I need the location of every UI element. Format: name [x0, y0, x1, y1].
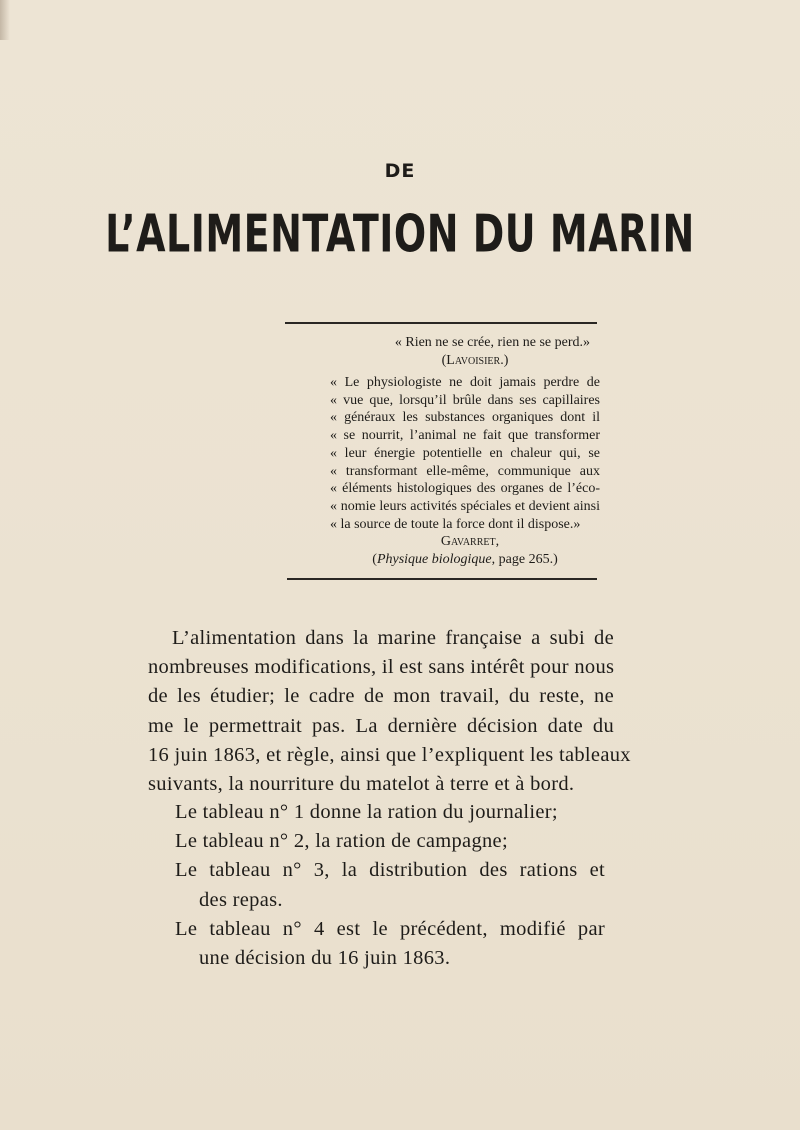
list-item-continuation: des repas. [199, 888, 283, 911]
list-item-text: Le tableau n° 2, la ration de campagne; [175, 830, 508, 853]
paragraph-line: nombreuses modifications, il est sans intérêt pour nous [148, 656, 615, 679]
page-edge-shadow [0, 0, 10, 40]
epigraph-line: « transformant elle-même, communique aux [330, 463, 600, 479]
paragraph-line: suivants, la nourriture du matelot à terre et à bord. [148, 773, 575, 796]
epigraph-source [330, 551, 600, 569]
body-paragraph [148, 624, 631, 799]
epigraph-line: « nomie leurs activités spéciales et devient ainsi [330, 498, 600, 514]
list-item [175, 798, 605, 827]
list-item [175, 827, 605, 856]
epigraph-attribution: (Lavoisier.) [441, 352, 509, 368]
table-list [175, 798, 605, 973]
epigraph-line: « généraux les substances organiques dont il [330, 410, 600, 426]
source-open: ( [372, 552, 377, 568]
paragraph-line: me le permettrait pas. La dernière décision date du [148, 714, 614, 737]
list-item-text: Le tableau n° 3, la distribution des rations et [175, 859, 605, 882]
epigraph-gavarret [330, 374, 600, 569]
paragraph-line: de les étudier; le cadre de mon travail, du reste, ne [148, 685, 614, 708]
source-page: , page 265.) [491, 552, 558, 568]
list-item [175, 915, 605, 973]
bottom-rule [287, 578, 597, 580]
list-item [175, 856, 605, 914]
top-rule [285, 322, 597, 324]
source-title: Physique biologique [376, 552, 492, 568]
epigraph-lavoisier [330, 334, 600, 369]
epigraph-line: « leur énergie potentielle en chaleur qui, se [330, 445, 600, 461]
chapter-kicker: DE [384, 160, 416, 182]
list-item-text: Le tableau n° 1 donne la ration du journalier; [175, 801, 558, 823]
epigraph-line: « éléments histologiques des organes de l’éco- [330, 481, 600, 497]
paragraph-line: L’alimentation dans la marine française a subi de [172, 627, 614, 649]
list-item-text: Le tableau n° 4 est le précédent, modifié par [175, 917, 605, 940]
paragraph-line: 16 juin 1863, et règle, ainsi que l’expliquent les tableaux [148, 743, 631, 766]
epigraph-attribution: Gavarret, [440, 534, 500, 550]
epigraph-line: « la source de toute la force dont il dispose.» [330, 516, 581, 532]
epigraph-line: « Le physiologiste ne doit jamais perdre de [330, 375, 600, 390]
list-item-continuation: une décision du 16 juin 1863. [199, 947, 451, 970]
epigraph-line: « vue que, lorsqu’il brûle dans ses capillaires [330, 392, 600, 408]
epigraph-line: « se nourrit, l’animal ne fait que transformer [330, 428, 600, 444]
chapter-title: L’ALIMENTATION DU MARIN [105, 204, 695, 264]
epigraph-line: « Rien ne se crée, rien ne se perd.» [394, 335, 590, 350]
